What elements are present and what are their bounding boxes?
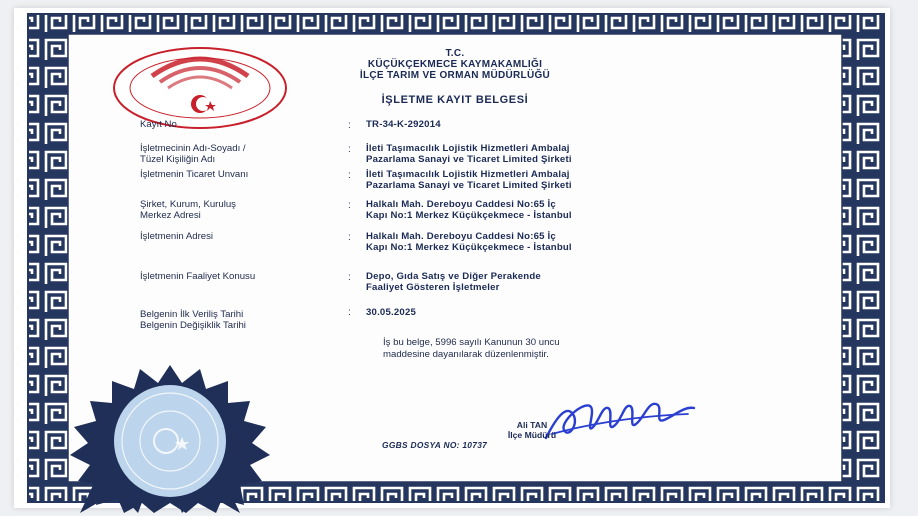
field-label-business-address: İşletmenin Adresi: [140, 231, 214, 242]
field-value-hq-address: Halkalı Mah. Dereboyu Caddesi No:65 İç Kapı No:1 Merkez Küçükçekmece - İstanbul: [366, 199, 572, 221]
official-signature-block: [452, 421, 612, 440]
certificate-sheet: [14, 8, 890, 508]
field-value-operator-name: İleti Taşımacılık Lojistik Hizmetleri Ambalaj Pazarlama Sanayi ve Ticaret Limited Şirketi: [366, 143, 572, 165]
field-colon: :: [348, 307, 351, 318]
field-label-registration-no: Kayıt No: [140, 119, 177, 130]
field-label-operator-name: İşletmecinin Adı-Soyadı / Tüzel Kişiliğin Adı: [140, 143, 246, 165]
field-colon: :: [348, 170, 351, 181]
official-seal-rosette-icon: [40, 363, 300, 513]
field-colon: :: [348, 232, 351, 243]
issuer-header: [70, 48, 840, 81]
field-label-trade-name: İşletmenin Ticaret Unvanı: [140, 169, 249, 180]
field-value-registration-no: TR-34-K-292014: [366, 119, 441, 130]
official-name: Ali TAN: [516, 420, 548, 430]
header-directorate: İLÇE TARIM VE ORMAN MÜDÜRLÜĞÜ: [359, 70, 551, 81]
field-label-hq-address: Şirket, Kurum, Kuruluş Merkez Adresi: [140, 199, 236, 221]
field-colon: :: [348, 272, 351, 283]
legal-note: İş bu belge, 5996 sayılı Kanunun 30 uncu maddesine dayanılarak düzenlenmiştir.: [383, 337, 560, 360]
field-value-issue-date: 30.05.2025: [366, 307, 417, 318]
header-tc: T.C.: [445, 48, 465, 59]
document-title: İŞLETME KAYIT BELGESİ: [381, 94, 529, 106]
field-colon: :: [348, 120, 351, 131]
ggbs-file-no: GGBS DOSYA NO: 10737: [382, 440, 488, 450]
field-colon: :: [348, 200, 351, 211]
field-value-trade-name: İleti Taşımacılık Lojistik Hizmetleri Ambalaj Pazarlama Sanayi ve Ticaret Limited Şirketi: [366, 169, 572, 191]
header-district: KÜÇÜKÇEKMECE KAYMAKAMLIĞI: [367, 59, 543, 70]
field-colon: :: [348, 144, 351, 155]
field-value-activity: Depo, Gıda Satış ve Diğer Perakende Faaliyet Gösteren İşletmeler: [366, 271, 541, 293]
field-label-activity: İşletmenin Faaliyet Konusu: [140, 271, 256, 282]
field-value-business-address: Halkalı Mah. Dereboyu Caddesi No:65 İç Kapı No:1 Merkez Küçükçekmece - İstanbul: [366, 231, 572, 253]
field-label-dates: Belgenin İlk Veriliş Tarihi Belgenin Değişiklik Tarihi: [140, 309, 246, 331]
official-title: İlçe Müdürü: [507, 429, 557, 440]
